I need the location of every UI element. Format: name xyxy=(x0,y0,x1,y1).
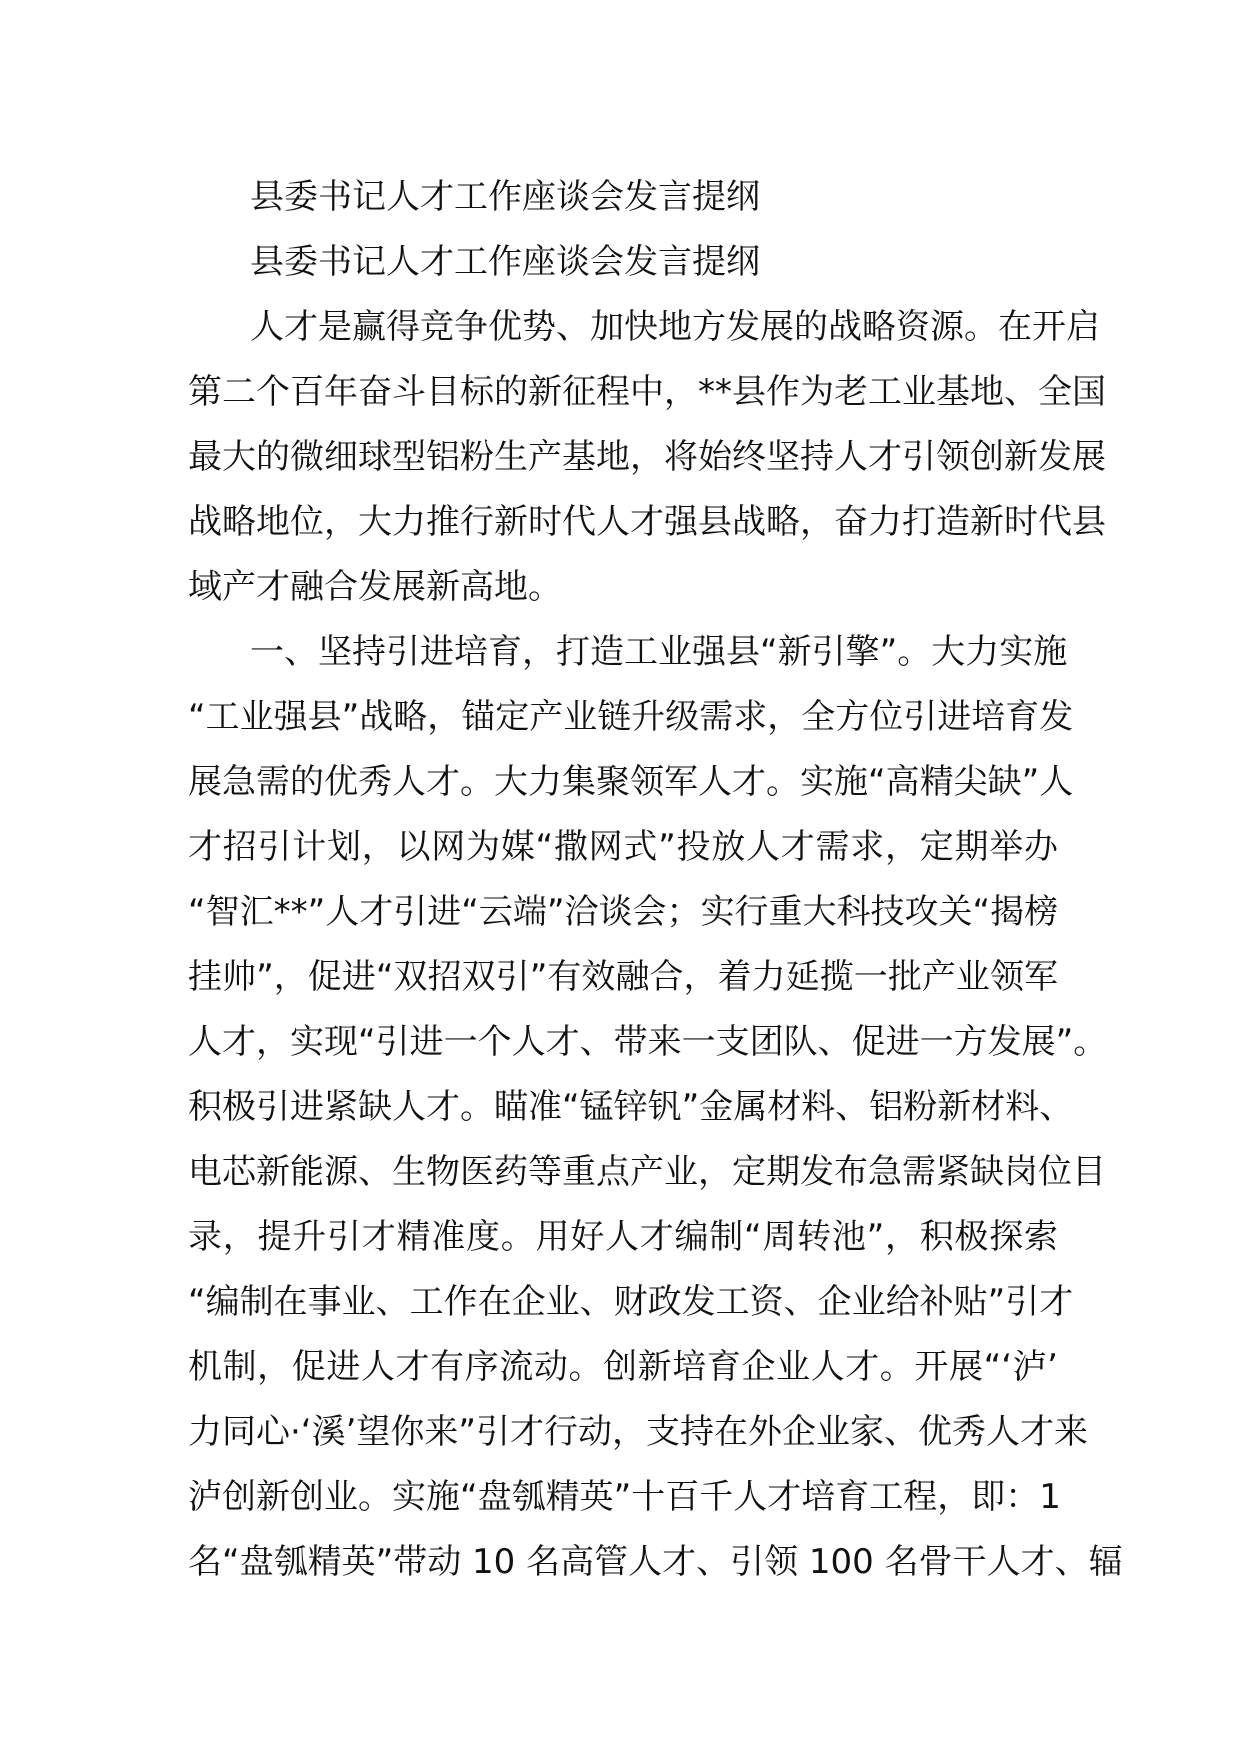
text-line: 一、坚持引进培育，打造工业强县“新引擎”。大力实施 xyxy=(250,632,1068,672)
text-line: “编制在事业、工作在企业、财政发工资、企业给补贴”引才 xyxy=(188,1282,1074,1322)
text-line: 人才是赢得竞争优势、加快地方发展的战略资源。在开启 xyxy=(250,307,1100,347)
text-line: 名“盘瓠精英”带动 10 名高管人才、引领 100 名骨干人才、辐 xyxy=(188,1542,1123,1582)
text-line: 域产才融合发展新高地。 xyxy=(188,567,562,607)
text-line: 力同心·‘溪’望你来”引才行动，支持在外企业家、优秀人才来 xyxy=(188,1412,1089,1452)
text-line: 电芯新能源、生物医药等重点产业，定期发布急需紧缺岗位目 xyxy=(188,1152,1106,1192)
text-line: 人才，实现“引进一个人才、带来一支团队、促进一方发展”。 xyxy=(188,1022,1108,1062)
text-line: 第二个百年奋斗目标的新征程中，**县作为老工业基地、全国 xyxy=(188,372,1106,412)
document-body xyxy=(188,165,1123,1595)
text-line: “智汇**”人才引进“云端”洽谈会；实行重大科技攻关“揭榜 xyxy=(188,892,1059,932)
text-line: 录，提升引才精准度。用好人才编制“周转池”，积极探索 xyxy=(188,1217,1058,1257)
text-line: 战略地位，大力推行新时代人才强县战略，奋力打造新时代县 xyxy=(188,502,1106,542)
text-line: 泸创新创业。实施“盘瓠精英”十百千人才培育工程，即：1 xyxy=(188,1477,1061,1517)
text-line: 才招引计划，以网为媒“撒网式”投放人才需求，定期举办 xyxy=(188,827,1058,867)
text-line: 最大的微细球型铝粉生产基地，将始终坚持人才引领创新发展 xyxy=(188,437,1106,477)
text-line: 积极引进紧缺人才。瞄准“锰锌钒”金属材料、铝粉新材料、 xyxy=(188,1087,1074,1127)
paragraph-intro xyxy=(188,295,1106,620)
text-line: 机制，促进人才有序流动。创新培育企业人才。开展“‘泸’ xyxy=(188,1347,1058,1387)
text-line: “工业强县”战略，锚定产业链升级需求，全方位引进培育发 xyxy=(188,697,1074,737)
paragraph-section-one xyxy=(188,620,1123,1595)
document-subtitle: 县委书记人才工作座谈会发言提纲 xyxy=(250,242,760,282)
document-title: 县委书记人才工作座谈会发言提纲 xyxy=(250,177,760,217)
text-line: 展急需的优秀人才。大力集聚领军人才。实施“高精尖缺”人 xyxy=(188,762,1074,802)
text-line: 挂帅”，促进“双招双引”有效融合，着力延揽一批产业领军 xyxy=(188,957,1058,997)
